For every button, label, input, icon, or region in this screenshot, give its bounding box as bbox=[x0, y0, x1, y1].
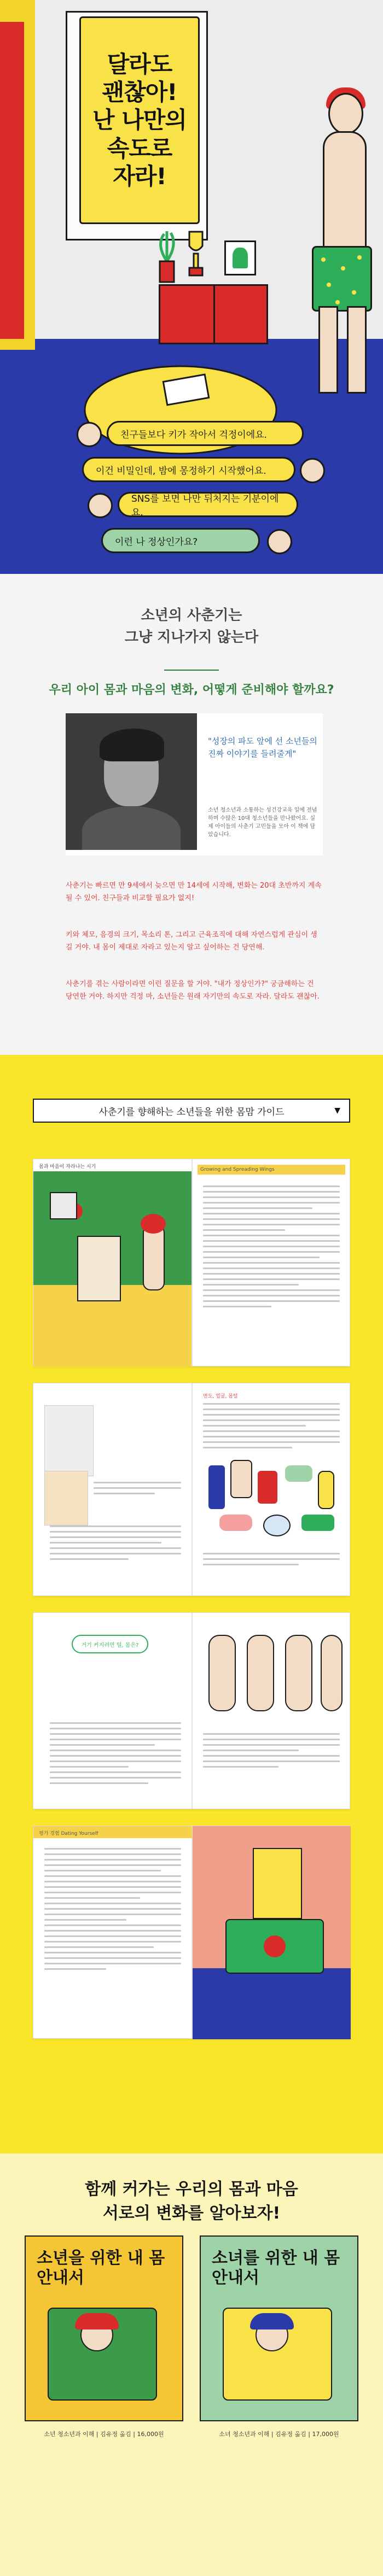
sign-line: 자라! bbox=[113, 162, 166, 190]
title-sign bbox=[79, 16, 200, 224]
chapter-label: 평가 경험 Dating Yourself bbox=[39, 1831, 98, 1836]
sign-line: 속도로 bbox=[107, 134, 172, 162]
boy-body bbox=[323, 131, 367, 251]
page-header: Growing and Spreading Wings bbox=[200, 1167, 275, 1172]
boy-avatar-icon bbox=[300, 458, 325, 483]
body-hair-illustration bbox=[198, 1624, 345, 1722]
hero-section bbox=[0, 0, 383, 574]
boy-avatar-icon bbox=[77, 422, 102, 447]
worry-bubble: SNS를 보면 나만 뒤처지는 기분이에요. bbox=[118, 492, 298, 517]
boy-avatar-icon bbox=[267, 529, 292, 554]
book-cover-title: 소녀를 위한 내 몸 안내서 bbox=[212, 2249, 340, 2287]
boy-head bbox=[328, 93, 363, 134]
book-spread bbox=[33, 1826, 350, 2039]
photo-frame-icon bbox=[224, 240, 256, 275]
divider bbox=[0, 670, 383, 671]
spread-illustration bbox=[33, 1159, 192, 1367]
chevron-down-icon: ▼ bbox=[334, 1106, 340, 1115]
plant-icon bbox=[153, 228, 181, 283]
door-frame bbox=[0, 0, 35, 350]
guide-dropdown[interactable] bbox=[33, 1099, 350, 1123]
author-box bbox=[66, 713, 323, 855]
intro-subtitle: 우리 아이 몸과 마음의 변화, 어떻게 준비해야 할까요? bbox=[49, 683, 334, 697]
speech-bubble: 거기 커지려면 털, 몸은? bbox=[72, 1635, 148, 1653]
book-spread bbox=[33, 1612, 350, 1809]
boy-avatar-icon bbox=[88, 493, 113, 518]
book-cover-boys bbox=[25, 2235, 183, 2421]
chapter-label: 몸과 마음이 자라나는 시기 bbox=[39, 1164, 96, 1170]
book-caption: 소년 청소년과 이해 | 김유정 옮김 | 16,000원 bbox=[44, 2431, 164, 2438]
author-photo bbox=[66, 713, 197, 850]
intro-section bbox=[0, 574, 383, 1055]
sign-line: 난 나만의 bbox=[92, 107, 187, 134]
book-spread bbox=[33, 1159, 350, 1366]
book-cover-girls bbox=[200, 2235, 358, 2421]
author-quote: "성장의 파도 앞에 선 소년들의 진짜 이야기를 들려줄게" bbox=[208, 736, 317, 759]
red-cabinet bbox=[159, 284, 268, 344]
books-title: 서로의 변화를 알아보자! bbox=[102, 2204, 281, 2223]
intro-paragraph: 사춘기는 빠르면 만 9세에서 늦으면 만 14세에 시작해, 변화는 20대 초반까지 계속될 수 있어. 친구들과 비교할 필요가 없지! bbox=[66, 882, 322, 902]
sign-line: 달라도 bbox=[107, 50, 172, 78]
books-section bbox=[0, 2153, 383, 2576]
trophy-icon bbox=[186, 230, 206, 279]
boy-leg bbox=[347, 306, 367, 394]
worry-bubble: 이건 비밀인데, 밤에 몽정하기 시작했어요. bbox=[82, 457, 295, 482]
section-heading: 면도, 얼굴, 몸털 bbox=[203, 1394, 238, 1399]
boy-leg bbox=[318, 306, 338, 394]
intro-title: 그냥 지나가지 않는다 bbox=[124, 629, 259, 646]
book-spread bbox=[33, 1383, 350, 1596]
worry-bubble: 친구들보다 키가 작아서 걱정이에요. bbox=[107, 421, 304, 446]
spread-illustration bbox=[193, 1826, 351, 2039]
books-title: 함께 커가는 우리의 몸과 마음 bbox=[85, 2180, 298, 2199]
intro-paragraph: 키와 체모, 음경의 크기, 목소리 톤, 그리고 근육조직에 대해 자연스럽게 관심이 생길 거야. 내 몸이 제대로 자라고 있는지 알고 싶어하는 건 당연해. bbox=[66, 931, 317, 952]
guide-label: 사춘기를 향해하는 소년들을 위한 몸맘 가이드 bbox=[98, 1106, 285, 1118]
intro-paragraph: 사춘기를 겪는 사람이라면 이런 질문을 할 거야. "내가 정상인가?" 궁금해하는 건 당연한 거야. 하지만 걱정 마, 소년들은 원래 자기만의 속도로 자라. 달라도 괜찮아. bbox=[66, 980, 320, 1001]
intro-title: 소년의 사춘기는 bbox=[141, 607, 242, 624]
book-caption: 소녀 청소년과 이해 | 김유정 옮김 | 17,000원 bbox=[219, 2431, 339, 2438]
worry-bubble: 이런 나 정상인가요? bbox=[101, 528, 260, 553]
boy-shorts bbox=[312, 246, 372, 312]
preview-section bbox=[0, 1055, 383, 2153]
book-cover-title: 소년을 위한 내 몸 안내서 bbox=[37, 2249, 165, 2287]
sign-line: 괜찮아! bbox=[102, 79, 177, 106]
grooming-items-illustration bbox=[208, 1460, 340, 1542]
author-note: 소년 청소년과 소통하는 성건강교육 일에 전념하며 수많은 10대 청소년들을 만나왔어요. 실제 아이들의 사춘기 고민들을 모아 이 책에 담았습니다. bbox=[208, 807, 317, 838]
